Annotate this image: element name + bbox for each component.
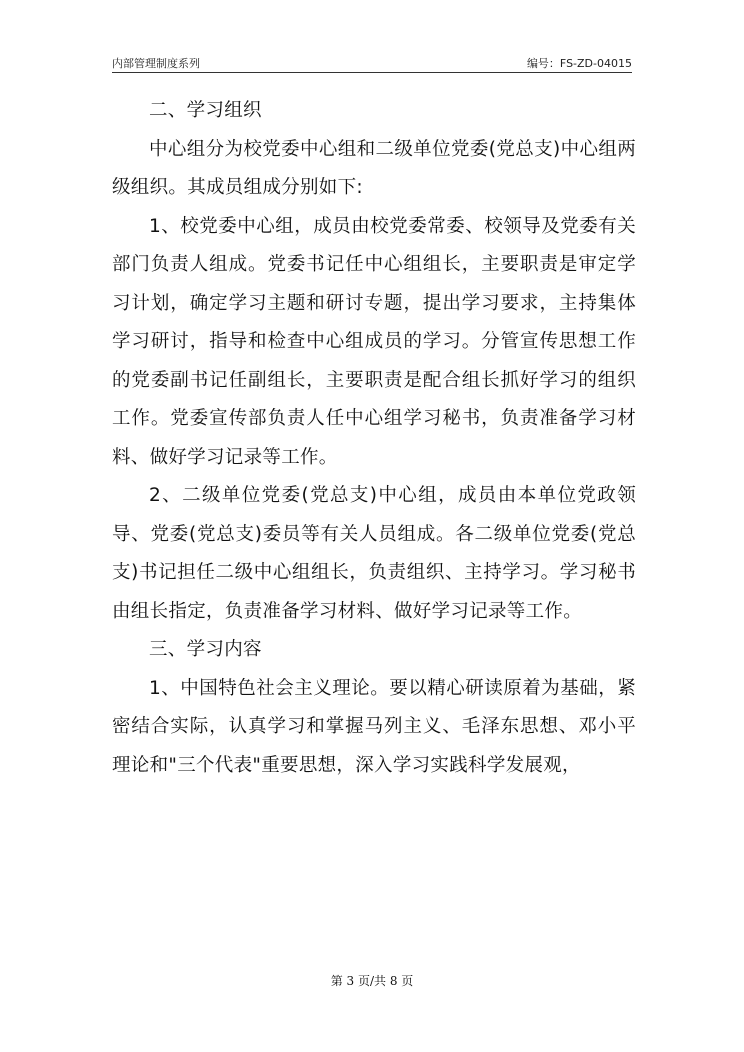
section-heading-organization: 二、学习组织 xyxy=(149,100,262,121)
header-series-title: 内部管理制度系列 xyxy=(112,57,200,70)
paragraph-item-1: 1、校党委中心组，成员由校党委常委、校领导及党委有关部门负责人组成。党委书记任中心组组长，主要职责是审定学习计划，确定学习主题和研讨专题，提出学习要求，主持集体学习研讨，指导和检查中心组成员的学习。分管宣传思想工作的党委副书记任副组长，主要职责是配合组长抓好学习的组织工作。党委宣传部负责人任中心组学习秘书，负责准备学习材料、做好学习记录等工作。 xyxy=(112,215,636,468)
paragraph-item-2: 2、二级单位党委(党总支)中心组，成员由本单位党政领导、党委(党总支)委员等有关人员组成。各二级单位党委(党总支)书记担任二级中心组组长，负责组织、主持学习。学习秘书由组长指定，负责准备学习材料、做好学习记录等工作。 xyxy=(112,485,636,622)
header-document-number: 编号：FS-ZD-04015 xyxy=(526,57,632,70)
section-heading-content: 三、学习内容 xyxy=(149,639,262,660)
document-body xyxy=(112,92,636,785)
page-number: 第 3 页/共 8 页 xyxy=(330,974,414,988)
page-header xyxy=(112,52,632,73)
paragraph-intro: 中心组分为校党委中心组和二级单位党委(党总支)中心组两级组织。其成员组成分别如下: xyxy=(112,138,636,198)
paragraph-content-1: 1、中国特色社会主义理论。要以精心研读原着为基础，紧密结合实际，认真学习和掌握马列主义、毛泽东思想、邓小平理论和"三个代表"重要思想，深入学习实践科学发展观， xyxy=(112,677,636,776)
